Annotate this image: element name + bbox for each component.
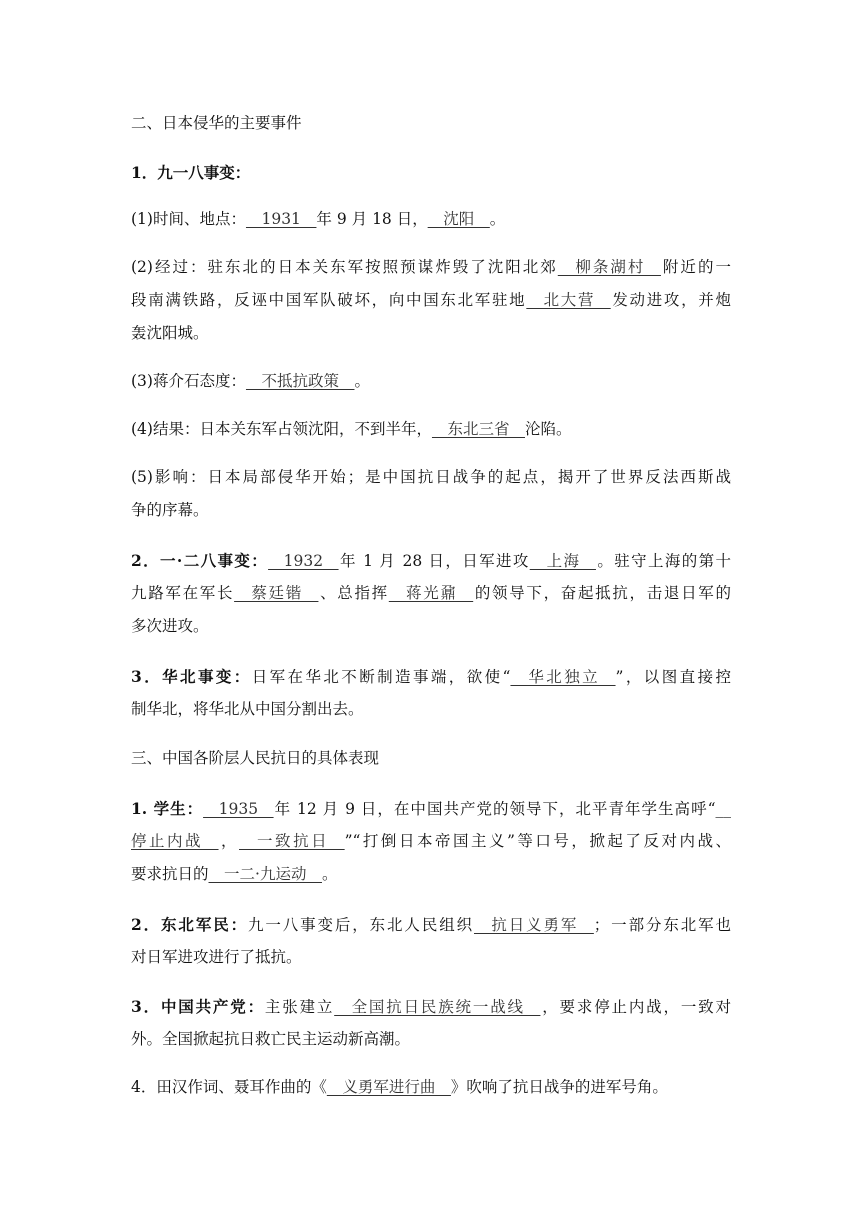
- answer-blank: __一二·九运动__: [208, 865, 322, 883]
- text-line: (2)经过：驻东北的日本关东军按照预谋炸毁了沈阳北郊__柳条湖村__附近的一: [131, 258, 731, 276]
- answer-blank: __抗日义勇军__: [473, 916, 594, 934]
- text-line: 九路军在军长__蔡廷锴__、总指挥__蒋光鼐__的领导下，奋起抵抗，击退日军的: [131, 584, 731, 602]
- students-heading: 1. 学生：: [131, 799, 204, 818]
- text-line: 段南满铁路，反诬中国军队破坏，向中国东北军驻地__北大营__发动进攻，并炮: [131, 291, 731, 309]
- section-2-title: 二、日本侵华的主要事件: [131, 114, 302, 132]
- answer-blank: __华北独立__: [510, 668, 616, 686]
- text-line: 要求抗日的__一二·九运动__。: [131, 865, 338, 883]
- answer-blank: __沈阳__: [427, 210, 490, 228]
- text-line: 争的序幕。: [131, 501, 209, 519]
- text-line: 3．中国共产党：主张建立__全国抗日民族统一战线__，要求停止内战，一致对: [131, 997, 731, 1016]
- text-line: 1. 学生：__1935__年 12 月 9 日，在中国共产党的领导下，北平青年学生高呼“__: [131, 799, 731, 818]
- answer-blank: __东北三省__: [431, 420, 525, 438]
- text-line: 轰沈阳城。: [131, 324, 209, 342]
- answer-blank: __义勇军进行曲__: [326, 1078, 451, 1096]
- answer-blank: __1931__: [245, 210, 317, 228]
- text-line: 2．一·二八事变：__1932__年 1 月 28 日，日军进攻__上海__。驻守上海的第十: [131, 551, 731, 570]
- text-line: 3．华北事变：日军在华北不断制造事端，欲使“__华北独立__”，以图直接控: [131, 667, 731, 686]
- answer-blank: __蔡廷锴__: [234, 584, 319, 602]
- cpc-heading: 3．中国共产党：: [131, 997, 265, 1016]
- event-1-attitude: (3)蒋介石态度：__不抵抗政策__。: [131, 372, 370, 390]
- event-2-heading: 2．一·二八事变：: [131, 551, 269, 570]
- event-1-time-place: (1)时间、地点：__1931__年 9 月 18 日，__沈阳__。: [131, 210, 506, 228]
- answer-blank: 停止内战__: [131, 832, 219, 850]
- text-line: 对日军进攻进行了抵抗。: [131, 948, 302, 966]
- answer-blank: __北大营__: [526, 291, 611, 309]
- answer-blank: __1935__: [203, 800, 274, 818]
- answer-blank: __上海__: [529, 552, 596, 570]
- text-line: 多次进攻。: [131, 617, 209, 635]
- anthem-line: 4．田汉作词、聂耳作曲的《__义勇军进行曲__》吹响了抗日战争的进军号角。: [131, 1078, 668, 1096]
- text-line: 2．东北军民：九一八事变后，东北人民组织__抗日义勇军__；一部分东北军也: [131, 915, 731, 934]
- answer-blank: __不抵抗政策__: [245, 372, 355, 390]
- section-3-title: 三、中国各阶层人民抗日的具体表现: [131, 749, 380, 767]
- answer-blank: __1932__: [268, 552, 339, 570]
- text-line: 外。全国掀起抗日救亡民主运动新高潮。: [131, 1030, 411, 1048]
- event-1-heading: 1．九一八事变：: [131, 163, 251, 182]
- event-3-heading: 3．华北事变：: [131, 667, 252, 686]
- text-line: (5)影响：日本局部侵华开始；是中国抗日战争的起点，揭开了世界反法西斯战: [131, 468, 731, 486]
- answer-blank: __蒋光鼐__: [388, 584, 474, 602]
- event-1-result: (4)结果：日本关东军占领沈阳，不到半年，__东北三省__沦陷。: [131, 420, 572, 438]
- answer-blank: __柳条湖村__: [557, 258, 661, 276]
- northeast-heading: 2．东北军民：: [131, 915, 248, 934]
- answer-blank: __全国抗日民族统一战线__: [334, 998, 541, 1016]
- text-line: 制华北，将华北从中国分割出去。: [131, 700, 364, 718]
- answer-blank: __一致抗日__: [239, 832, 345, 850]
- text-line: 停止内战__，__一致抗日__”“打倒日本帝国主义”等口号，掀起了反对内战、: [131, 832, 731, 850]
